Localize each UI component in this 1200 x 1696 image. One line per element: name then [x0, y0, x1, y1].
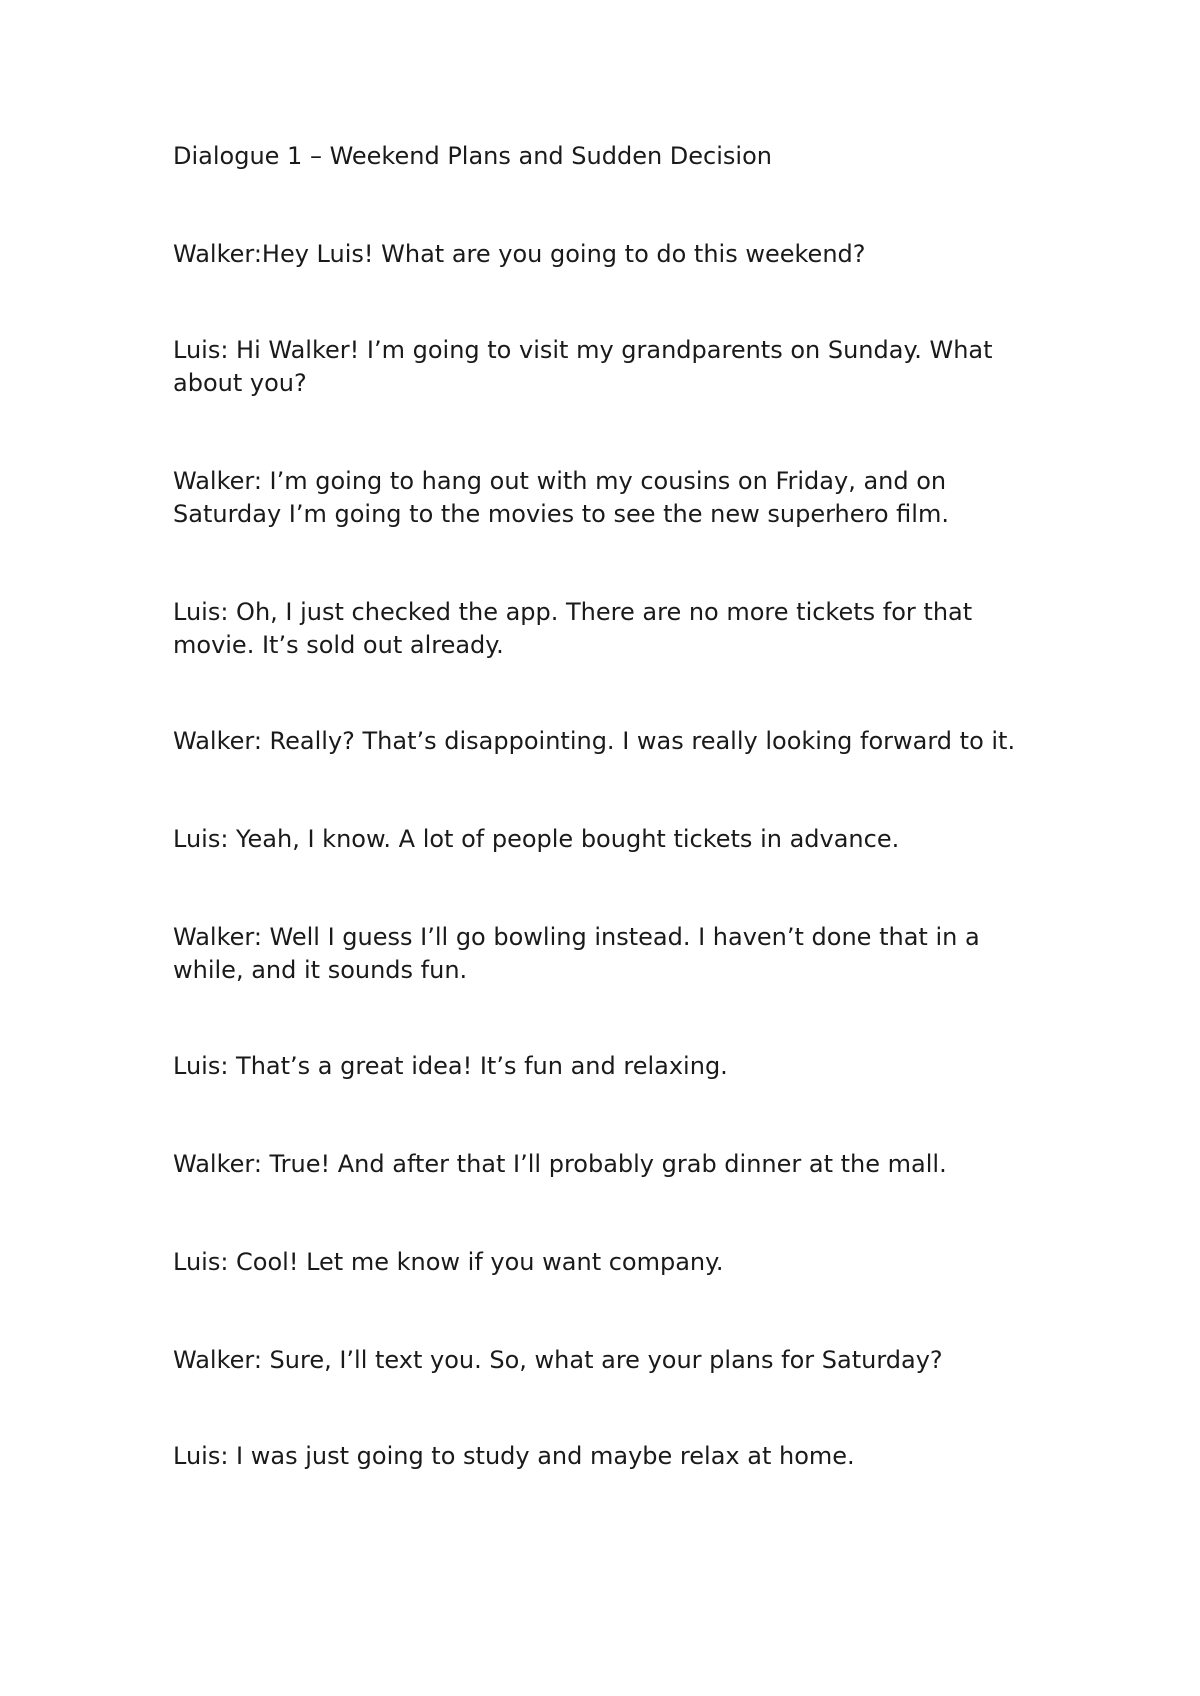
dialogue-line: Walker: True! And after that I’ll probably grab dinner at the mall. [173, 1150, 947, 1178]
dialogue-line: Luis: Oh, I just checked the app. There are no more tickets for that movie. It’s sold out already. [173, 598, 973, 659]
dialogue-line: Luis: Cool! Let me know if you want company. [173, 1248, 724, 1276]
dialogue-line: Walker: Well I guess I’ll go bowling instead. I haven’t done that in a while, and it sounds fun. [173, 923, 980, 984]
dialogue-line: Walker: I’m going to hang out with my cousins on Friday, and on Saturday I’m going to the movies to see the new superhero film. [173, 467, 949, 528]
document-body [173, 140, 1053, 1473]
dialogue-line: Luis: That’s a great idea! It’s fun and relaxing. [173, 1052, 728, 1080]
dialogue-line: Walker: Sure, I’ll text you. So, what are your plans for Saturday? [173, 1346, 943, 1374]
document-title: Dialogue 1 – Weekend Plans and Sudden Decision [173, 142, 772, 170]
dialogue-line: Walker: Really? That’s disappointing. I was really looking forward to it. [173, 727, 1016, 755]
dialogue-line: Luis: Yeah, I know. A lot of people bought tickets in advance. [173, 825, 900, 853]
dialogue-line: Walker:Hey Luis! What are you going to do this weekend? [173, 240, 866, 268]
dialogue-line: Luis: Hi Walker! I’m going to visit my grandparents on Sunday. What about you? [173, 336, 993, 397]
dialogue-line: Luis: I was just going to study and maybe relax at home. [173, 1442, 855, 1470]
